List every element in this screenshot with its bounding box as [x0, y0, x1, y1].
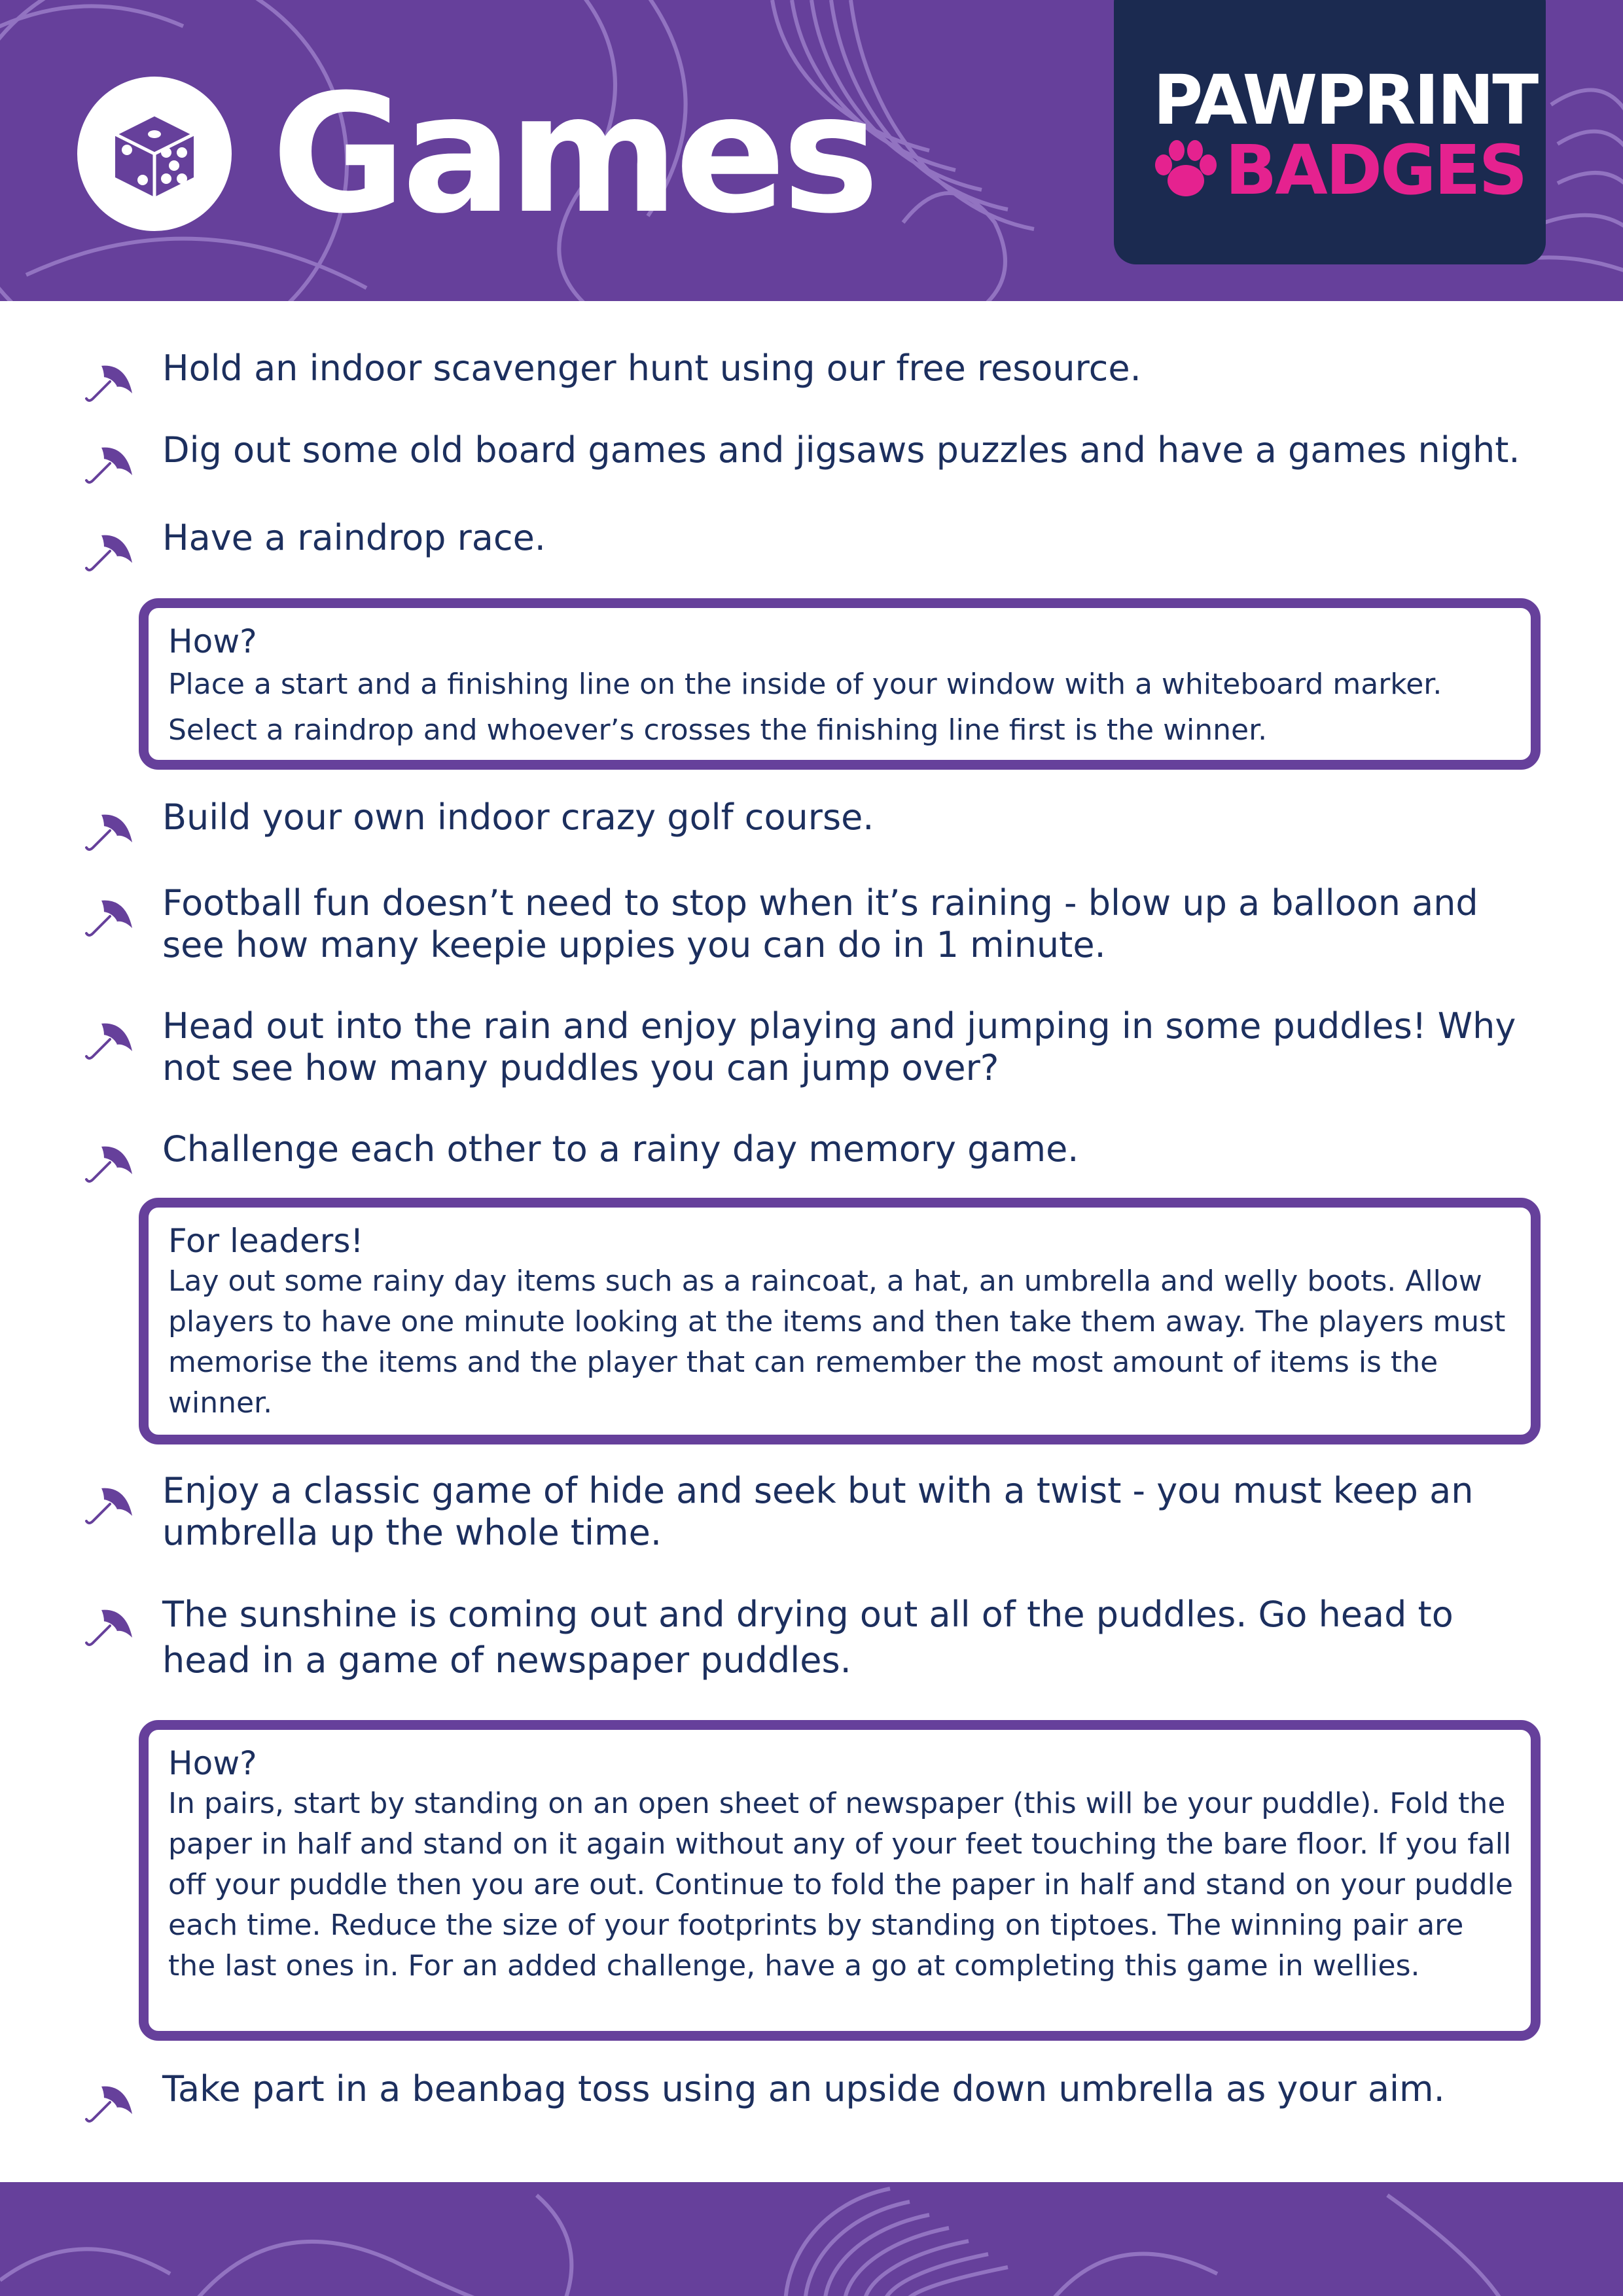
umbrella-icon — [84, 1601, 135, 1652]
callout-box — [139, 1198, 1541, 1444]
paw-icon — [1152, 139, 1220, 202]
callout-body: In pairs, start by standing on an open sheet of newspaper (this will be your puddle). Fold the paper in half and stand on it again without any of your feet touching the bare floor. If you fall off your puddle then you are out. Continue to fold the paper in half and stand on your puddle each time. Reduce the size of your footprints by standing on tiptoes. The winning pair are the last ones in. For an added challenge, have a go at completing this game in wellies. — [168, 1787, 1513, 1982]
list-item-text: Dig out some old board games and jigsaws puzzles and have a games night. — [162, 429, 1520, 471]
callout-title: For leaders! — [168, 1222, 364, 1260]
logo-text-badges: BADGES — [1225, 130, 1526, 210]
umbrella-icon — [84, 439, 135, 490]
list-item-text: Take part in a beanbag toss using an upside down umbrella as your aim. — [162, 2068, 1445, 2109]
dice-badge — [77, 77, 232, 231]
dice-icon — [77, 77, 232, 231]
list-item-text: Challenge each other to a rainy day memory game. — [162, 1128, 1079, 1170]
umbrella-icon — [84, 526, 135, 577]
activity-list — [0, 301, 1623, 2179]
umbrella-icon — [84, 1138, 135, 1189]
list-item-text: Football fun doesn’t need to stop when it’s raining - blow up a balloon and see how many keepie uppies you can do in 1 minute. — [162, 882, 1478, 965]
callout-body: Place a start and a finishing line on the inside of your window with a whiteboard marker. Select a raindrop and whoever’s crosses the finishing line first is the winner. — [168, 668, 1442, 747]
list-item-text: Hold an indoor scavenger hunt using our free resource. — [162, 348, 1141, 389]
umbrella-icon — [84, 1479, 135, 1530]
callout-box — [139, 1720, 1541, 2041]
list-item-text: Head out into the rain and enjoy playing and jumping in some puddles! Why not see how many puddles you can jump over? — [162, 1005, 1516, 1088]
list-item-text: Build your own indoor crazy golf course. — [162, 797, 874, 838]
page-title: Games — [272, 59, 876, 249]
callout-box — [139, 598, 1541, 770]
page-header — [0, 0, 1623, 301]
umbrella-icon — [84, 806, 135, 857]
list-item-text: The sunshine is coming out and drying out all of the puddles. Go head to head in a game of newspaper puddles. — [162, 1594, 1454, 1681]
umbrella-icon — [84, 357, 135, 408]
list-item-text: Enjoy a classic game of hide and seek but with a twist - you must keep an umbrella up the whole time. — [162, 1470, 1474, 1553]
umbrella-icon — [84, 891, 135, 942]
umbrella-icon — [84, 1014, 135, 1066]
page-footer — [0, 2182, 1623, 2296]
callout-body: Lay out some rainy day items such as a raincoat, a hat, an umbrella and welly boots. Allow players to have one minute looking at the items and then take them away. The players must memorise the items and the player that can remember the most amount of items is the winner. — [168, 1265, 1506, 1420]
pawprint-badges-logo — [1114, 0, 1546, 264]
umbrella-icon — [84, 2077, 135, 2128]
list-item-text: Have a raindrop race. — [162, 517, 546, 558]
callout-title: How? — [168, 1744, 257, 1782]
callout-title: How? — [168, 622, 257, 660]
rain-pattern-decoration — [0, 2182, 1623, 2296]
logo-text-pawprint: PAWPRINT — [1153, 60, 1537, 140]
